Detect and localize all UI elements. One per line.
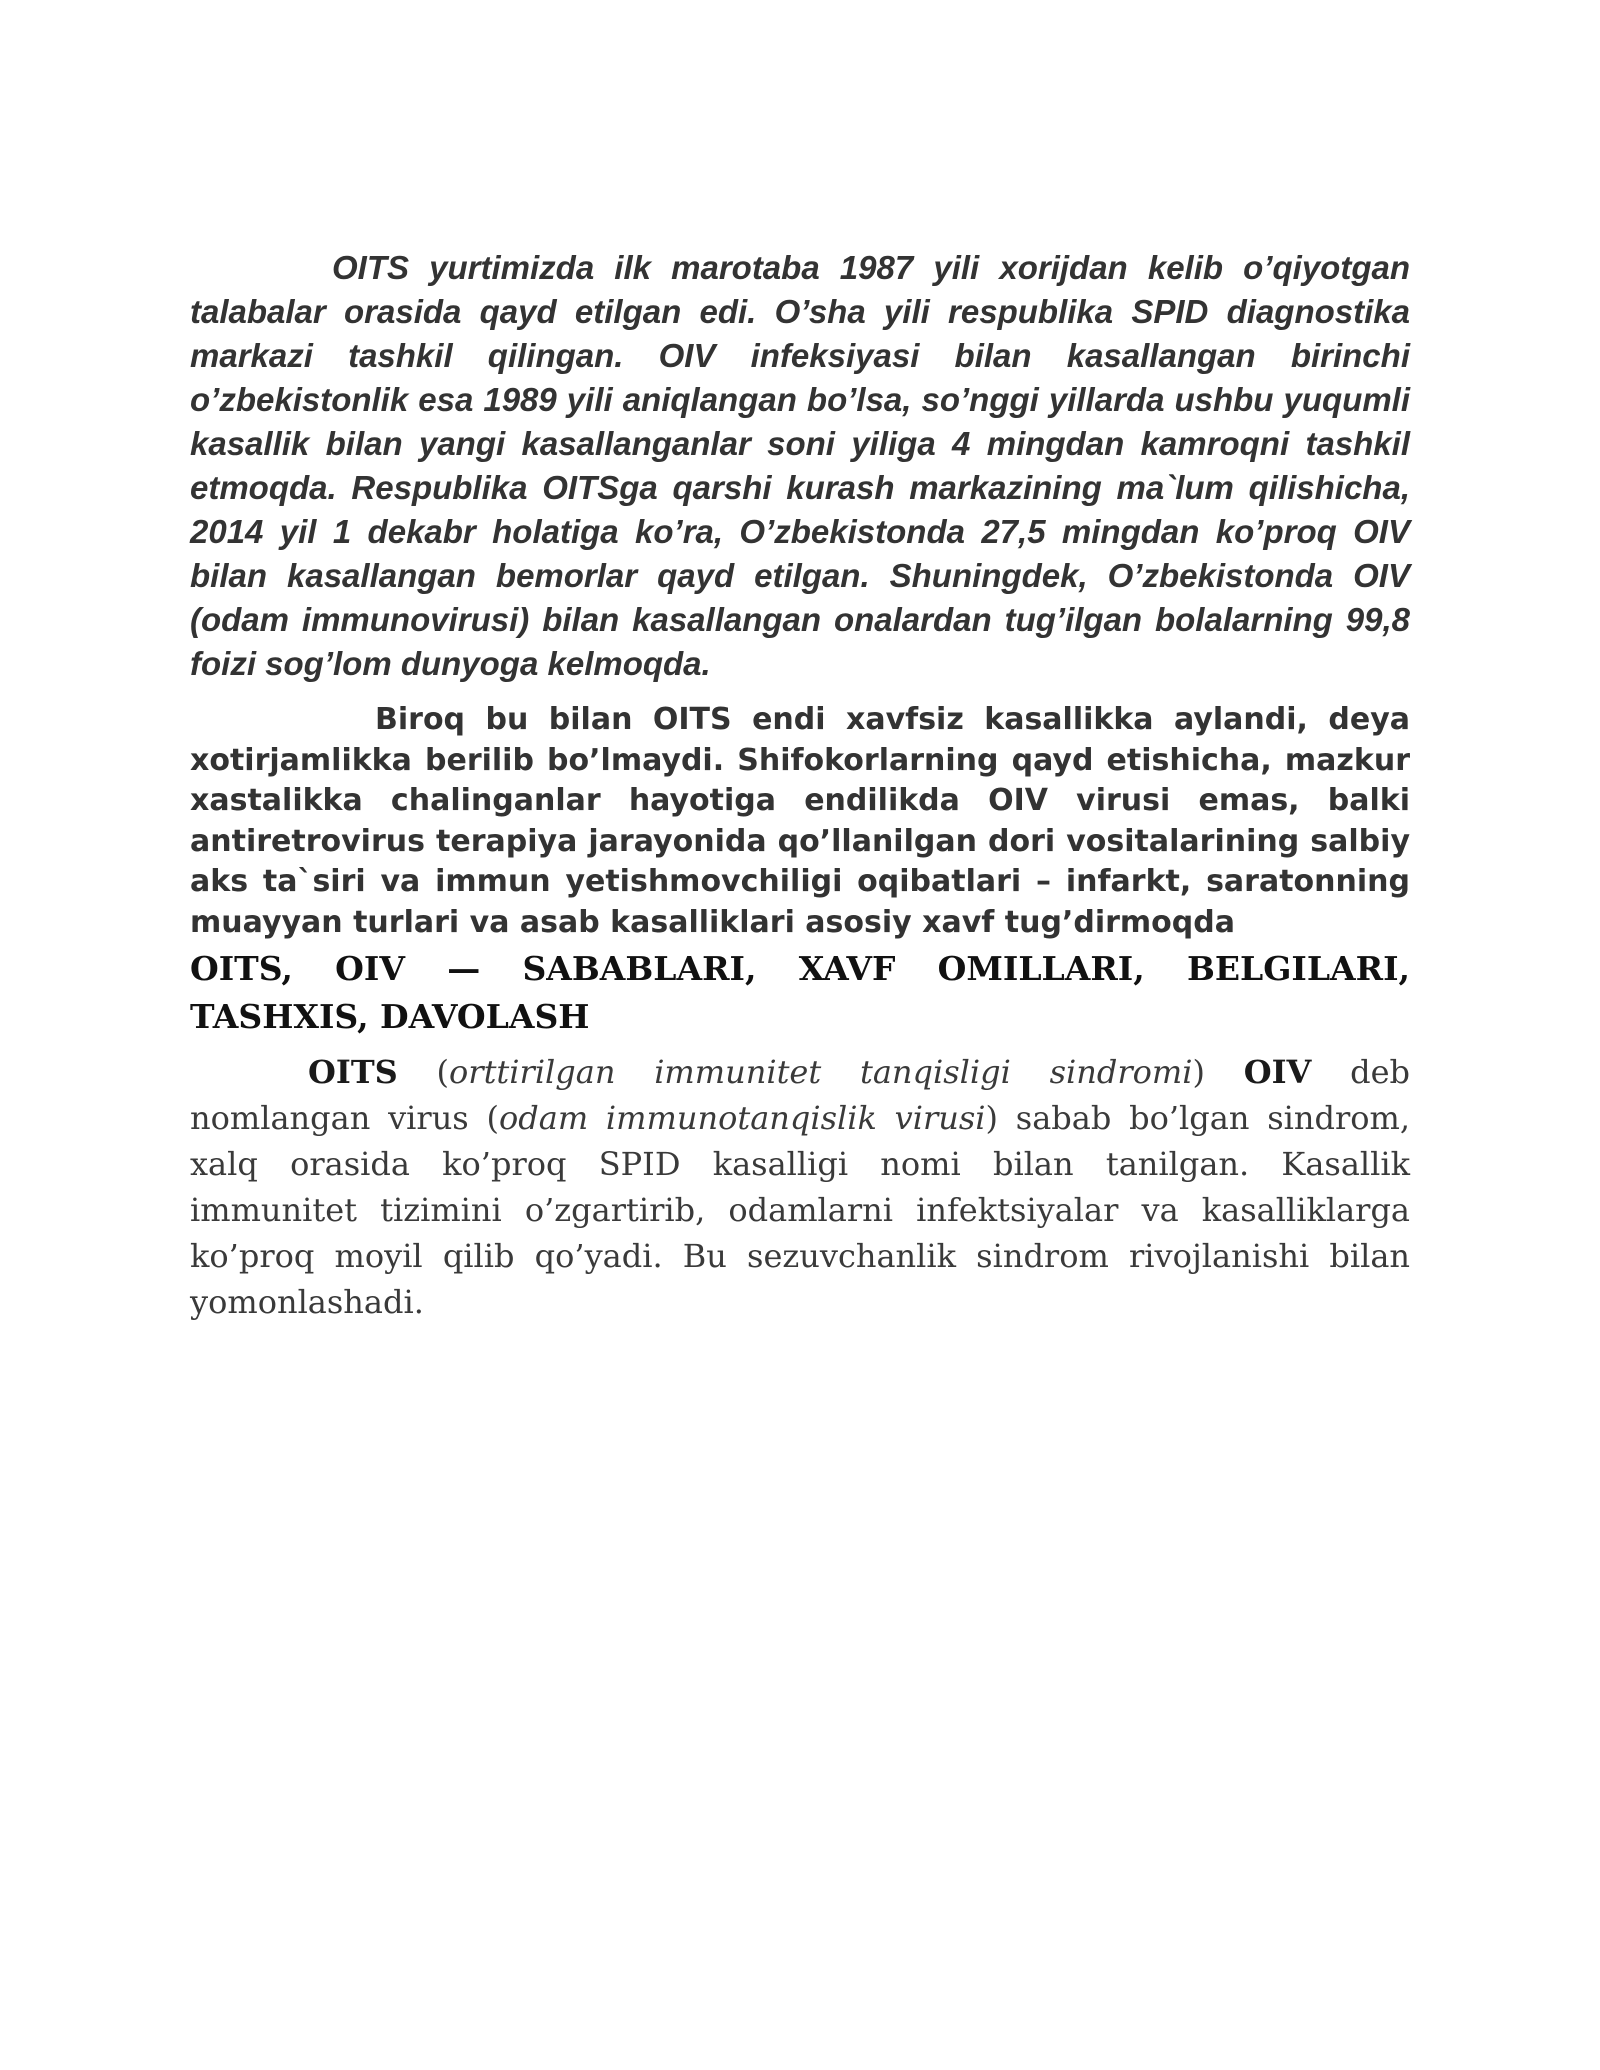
paragraph-oits-risks: Biroq bu bilan OITS endi xavfsiz kasallikka aylandi, deya xotirjamlikka berilib bo’lmaydi. Shifokorlarning qayd etishicha, mazkur xastalikka chalinganlar hayotiga endilikda OIV virusi emas, balki antiretrovirus terapiya jarayonida qo’llanilgan dori vositalarining salbiy aks ta`siri va immun yetishmovchiligi oqibatlari – infarkt, saratonning muayyan turlari va asab kasalliklari asosiy xavf tug’dirmoqda [190,702,1410,940]
section-heading: OITS, OIV — SABABLARI, XAVF OMILLARI, BELGILARI, TASHXIS, DAVOLASH [190,949,1410,1036]
term-oiv-expansion: odam immunotanqislik virusi [498,1099,986,1137]
text-separator: ( [397,1053,449,1091]
term-oits: OITS [308,1053,398,1091]
document-body [190,246,1410,1325]
paragraph-oits-history: OITS yurtimizda ilk marotaba 1987 yili xorijdan kelib o’qiyotgan talabalar orasida qayd etilgan edi. O’sha yili respublika SPID diagnostika markazi tashkil qilingan. OIV infeksiyasi bilan kasallangan birinchi o’zbekistonlik esa 1989 yili aniqlangan bo’lsa, so’nggi yillarda ushbu yuqumli kasallik bilan yangi kasallanganlar soni yiliga 4 mingdan kamroqni tashkil etmoqda. Respublika OITSga qarshi kurash markazining ma`lum qilishicha, 2014 yil 1 dekabr holatiga ko’ra, O’zbekistonda 27,5 mingdan ko’proq OIV bilan kasallangan bemorlar qayd etilgan. Shuningdek, O’zbekistonda OIV (odam immunovirusi) bilan kasallangan onalardan tug’ilgan bolalarning 99,8 foizi sog’lom dunyoga kelmoqda. [190,249,1410,682]
term-oiv: OIV [1243,1053,1312,1091]
term-oits-expansion: orttirilgan immunitet tanqisligi sindromi [449,1053,1193,1091]
text-run: ) sabab bo’lgan sindrom, xalq orasida ko’proq SPID kasalligi nomi bilan tanilgan. Kasallik immunitet tizimini o’zgartirib, odamlarni infektsiyalar va kasalliklarga ko’proq moyil qilib qo’yadi. Bu sezuvchanlik sindrom rivojlanishi bilan yomonlashadi. [190,1099,1411,1321]
paragraph-oits-definition [190,1049,1410,1325]
text-separator: ) [1192,1053,1244,1091]
text-run: deb nomlangan virus ( [190,1053,1411,1137]
